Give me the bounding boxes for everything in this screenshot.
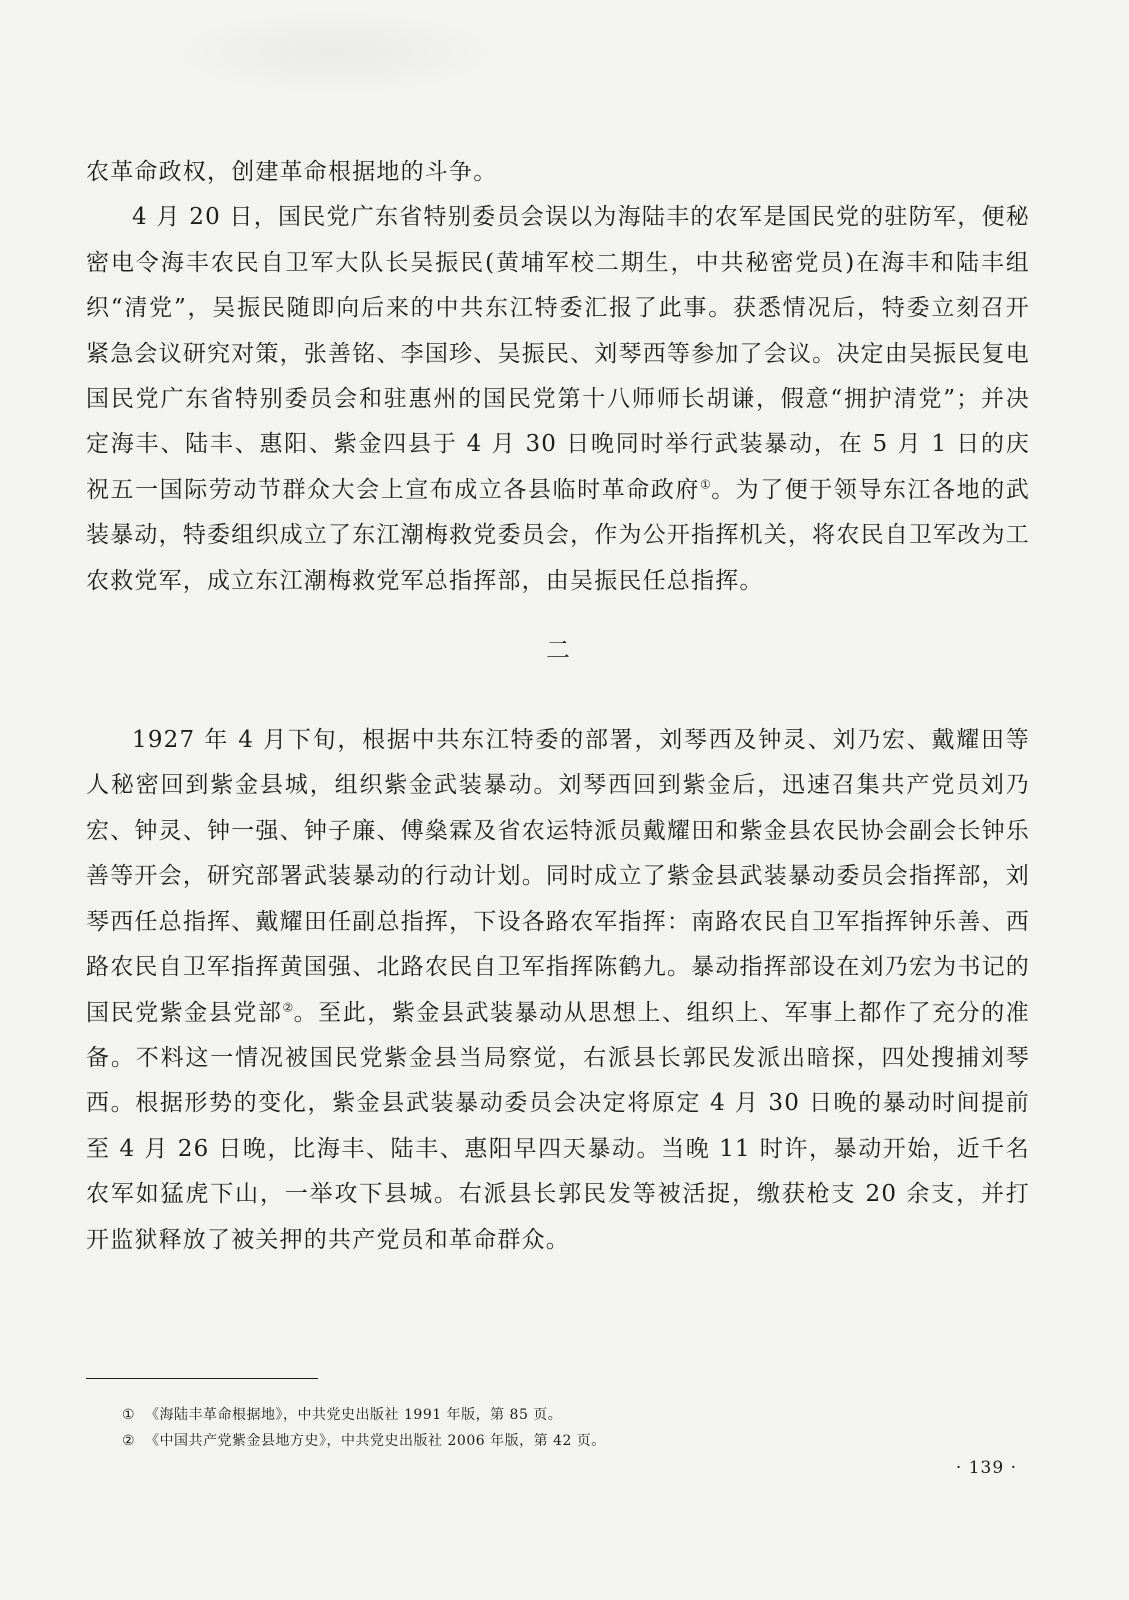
footnote-reference: ①: [699, 477, 712, 492]
footnote-text: 《中国共产党紫金县地方史》，中共党史出版社 2006 年版，第 42 页。: [145, 1433, 606, 1449]
footnotes: [86, 1402, 1030, 1454]
section-heading: 二: [546, 636, 570, 665]
footnote-2: [86, 1428, 1030, 1454]
footnote-1: [86, 1402, 1030, 1428]
paragraph-text: 农革命政权，创建革命根据地的斗争。: [86, 159, 498, 185]
footnote-text: 《海陆丰革命根据地》，中共党史出版社 1991 年版，第 85 页。: [145, 1407, 563, 1423]
page-number: · 139 ·: [955, 1458, 1017, 1478]
footnote-reference: ②: [282, 999, 294, 1014]
paragraph-continued: [86, 150, 1030, 195]
footnote-mark: ②: [122, 1433, 136, 1449]
footnote-mark: ①: [122, 1407, 136, 1423]
footnote-divider: [86, 1378, 318, 1379]
scan-shadow: [170, 10, 500, 95]
paragraph-text: 1927 年 4 月下旬，根据中共东江特委的部署，刘琴西及钟灵、刘乃宏、戴耀田等人秘密回到紫金县城，组织紫金武装暴动。刘琴西回到紫金后，迅速召集共产党员刘乃宏、钟灵、钟一强、钟子廉、傅燊霖及省农运特派员戴耀田和紫金县农民协会副会长钟乐善等开会，研究部署武装暴动的行动计划。同时成立了紫金县武装暴动委员会指挥部，刘琴西任总指挥、戴耀田任副总指挥，下设各路农军指挥：南路农民自卫军指挥钟乐善、西路农民自卫军指挥黄国强、北路农民自卫军指挥陈鹤九。暴动指挥部设在刘乃宏为书记的国民党紫金县党部: [86, 727, 1030, 1026]
paragraph-april-20: [86, 195, 1030, 604]
paragraph-text: 4 月 20 日，国民党广东省特别委员会误以为海陆丰的农军是国民党的驻防军，便秘密电令海丰农民自卫军大队长吴振民(黄埔军校二期生，中共秘密党员)在海丰和陆丰组织“清党”，吴振民随即向后来的中共东江特委汇报了此事。获悉情况后，特委立刻召开紧急会议研究对策，张善铭、李国珍、吴振民、刘琴西等参加了会议。决定由吴振民复电国民党广东省特别委员会和驻惠州的国民党第十八师师长胡谦，假意“拥护清党”；并决定海丰、陆丰、惠阳、紫金四县于 4 月 30 日晚同时举行武装暴动，在 5 月 1 日的庆祝五一国际劳动节群众大会上宣布成立各县临时革命政府: [86, 204, 1030, 503]
paragraph-text: 。为了便于领导东江各地的武装暴动，特委组织成立了东江潮梅救党委员会，作为公开指挥机关，将农民自卫军改为工农救党军，成立东江潮梅救党军总指挥部，由吴振民任总指挥。: [86, 476, 1030, 594]
paragraph-zijin-uprising: [86, 718, 1030, 1263]
main-text: [86, 150, 1030, 1263]
paragraph-text: 。至此，紫金县武装暴动从思想上、组织上、军事上都作了充分的准备。不料这一情况被国民党紫金县当局察觉，右派县长郭民发派出暗探，四处搜捕刘琴西。根据形势的变化，紫金县武装暴动委员会决定将原定 4 月 30 日晚的暴动时间提前至 4 月 26 日晚，比海丰、陆丰、惠阳早四天暴动。当晚 11 时许，暴动开始，近千名农军如猛虎下山，一举攻下县城。右派县长郭民发等被活捉，缴获枪支 20 余支，并打开监狱释放了被关押的共产党员和革命群众。: [86, 999, 1030, 1253]
